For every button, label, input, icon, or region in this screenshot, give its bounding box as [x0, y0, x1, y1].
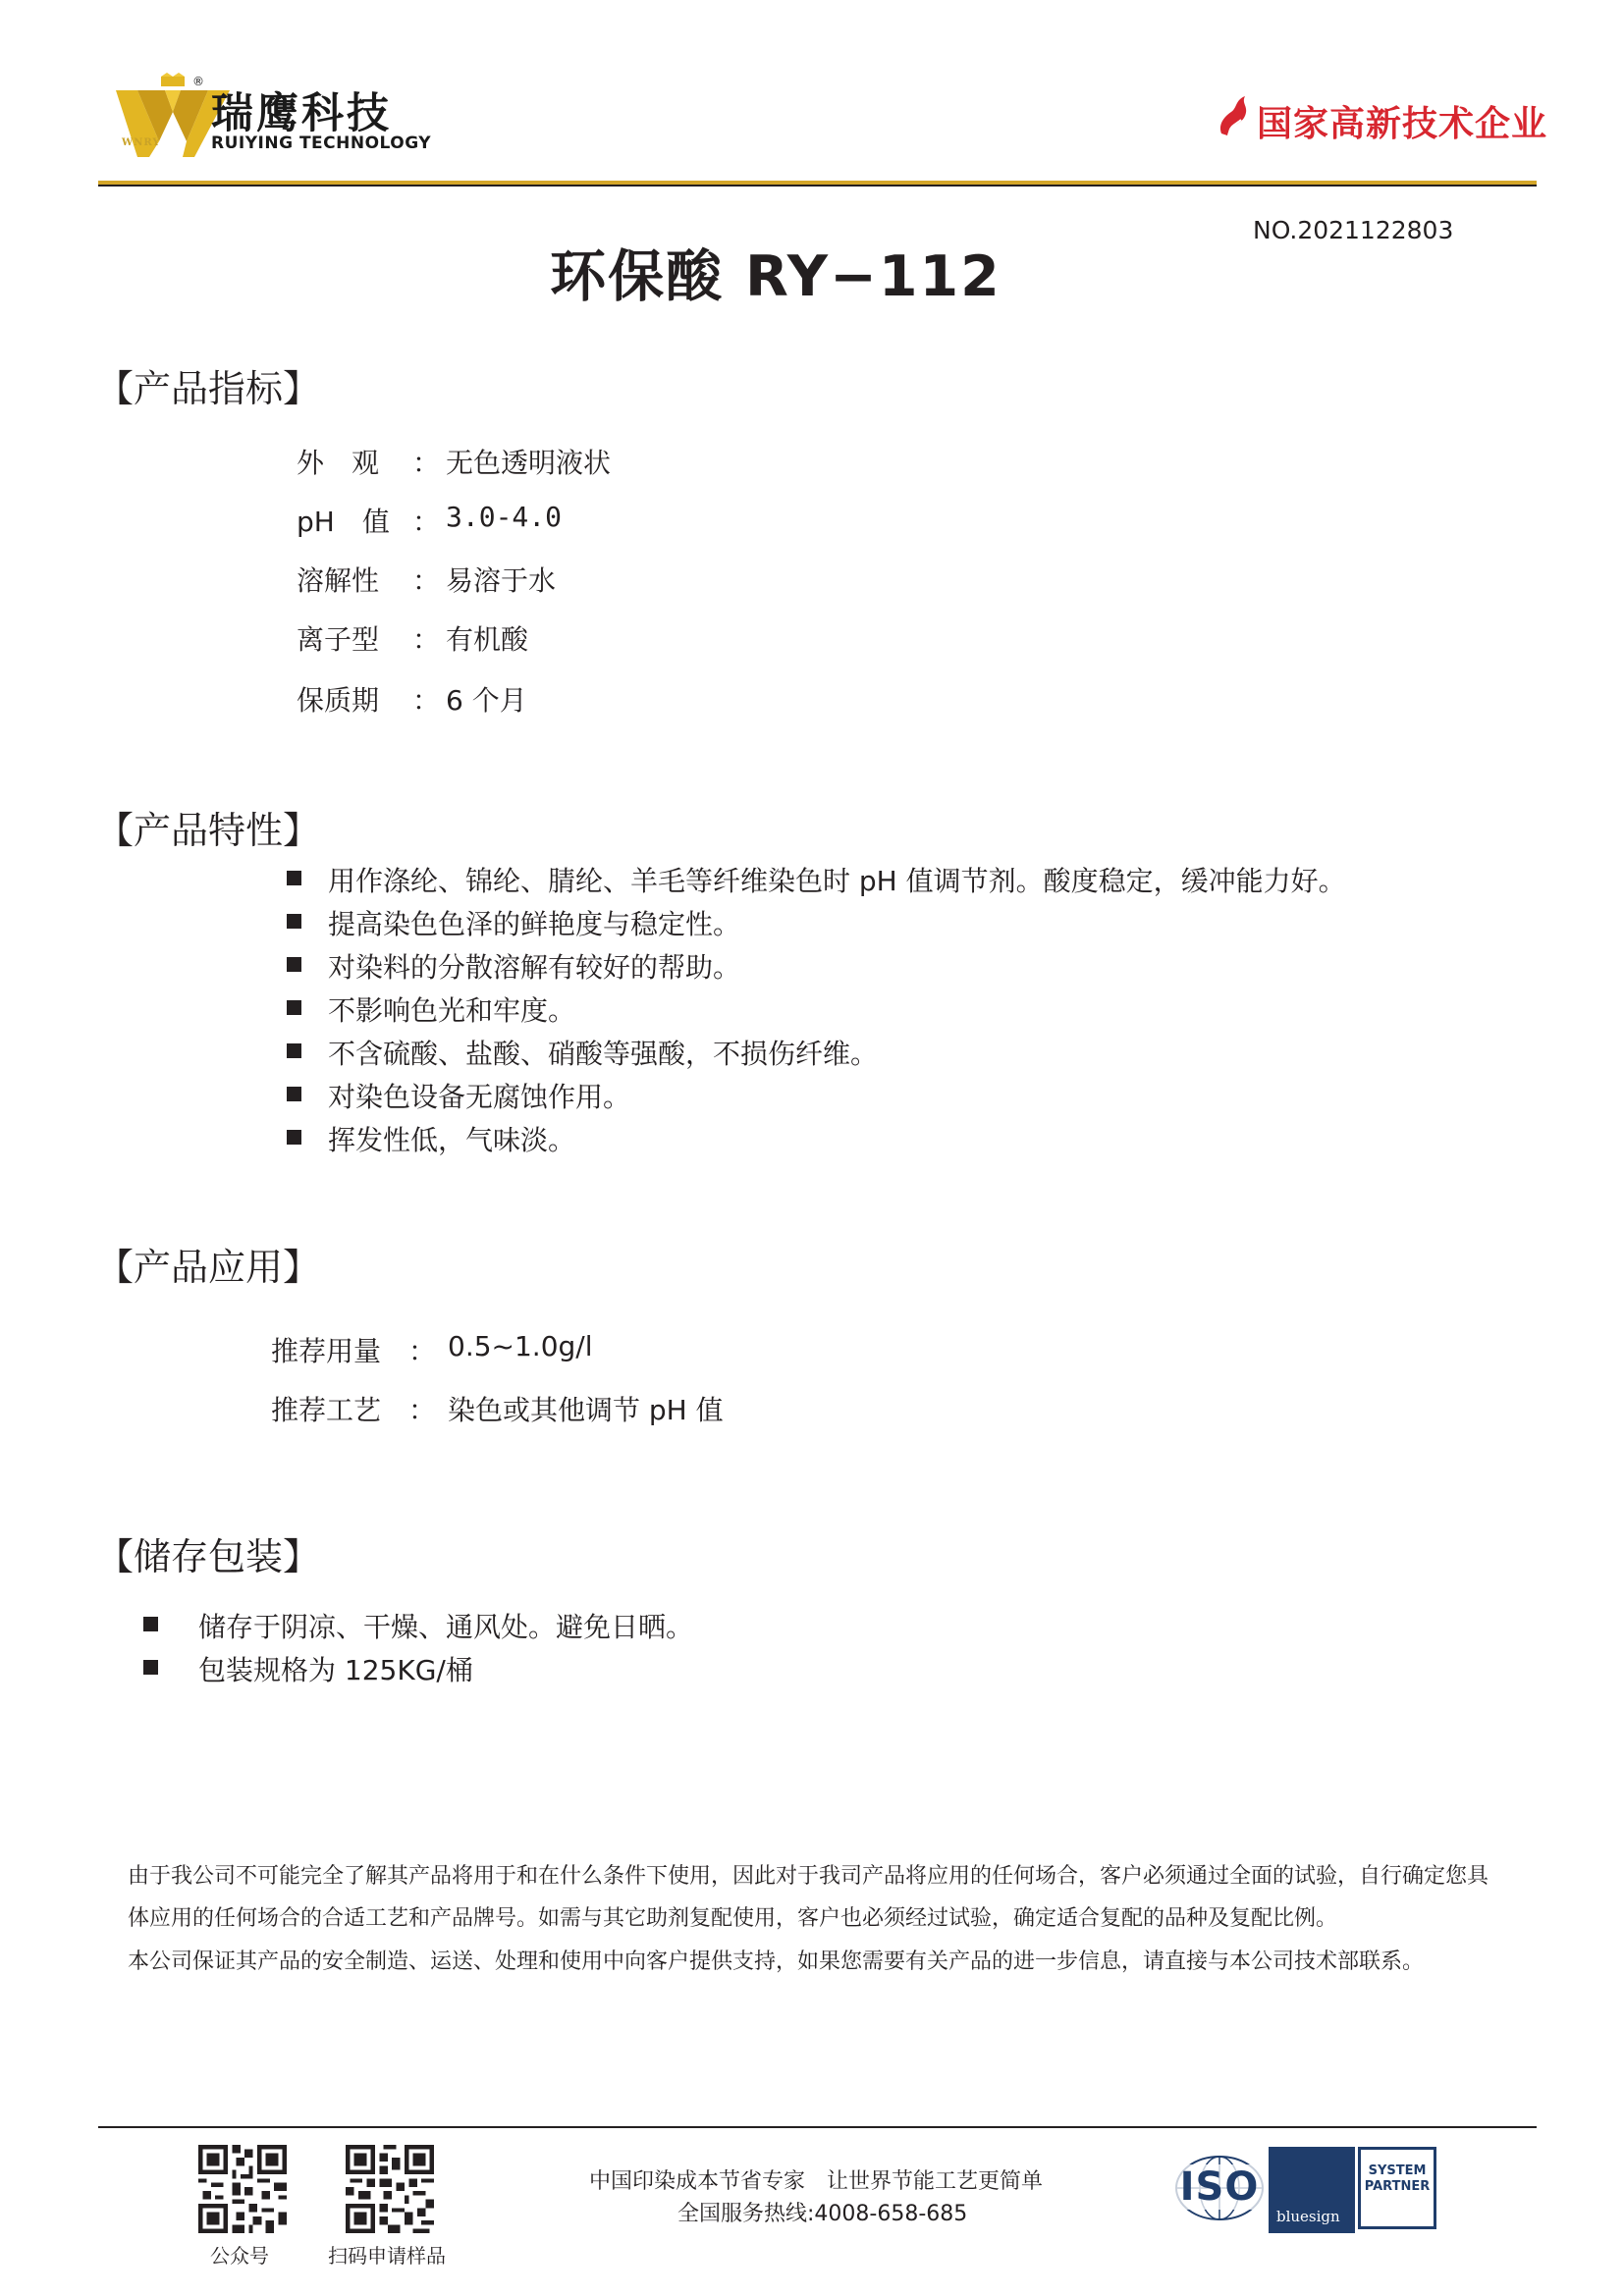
spec-label: 外 观 [297, 447, 380, 479]
spec-value: 6 个月 [446, 684, 527, 717]
spec-colon: ： [412, 564, 441, 597]
registered-mark: ® [192, 75, 204, 88]
qr-label: 公众号 [210, 2244, 269, 2268]
bullet-square-icon [287, 1000, 301, 1015]
spec-value: 无色透明液状 [446, 447, 612, 479]
iso-text: ISO [1174, 2164, 1265, 2210]
feature-text: 挥发性低，气味淡。 [328, 1124, 576, 1156]
feature-text: 用作涤纶、锦纶、腈纶、羊毛等纤维染色时 pH 值调节剂。酸度稳定，缓冲能力好。 [328, 865, 1346, 897]
feature-text: 提高染色色泽的鲜艳度与稳定性。 [328, 908, 741, 940]
spec-value: 3.0-4.0 [446, 501, 563, 533]
qr-code-icon [346, 2145, 434, 2233]
bullet-square-icon [287, 1043, 301, 1058]
bluesign-logo [1269, 2147, 1355, 2233]
spec-value: 有机酸 [446, 623, 529, 656]
system-partner-text: SYSTEM PARTNER [1364, 2163, 1431, 2194]
bullet-square-icon [287, 957, 301, 972]
bullet-square-icon [287, 871, 301, 885]
storage-text: 包装规格为 125KG/桶 [198, 1654, 473, 1686]
application-label: 推荐工艺 [271, 1394, 382, 1426]
application-colon: ： [408, 1335, 437, 1367]
brand-name: 瑞鹰科技 [211, 89, 392, 138]
disclaimer-line: 体应用的任何场合的合适工艺和产品牌号。如需与其它助剂复配使用，客户也必须经过试验，确定适合复配的品种及复配比例。 [128, 1906, 1338, 1931]
features-section-heading: 【产品特性】 [96, 809, 321, 852]
company-slogan: 中国印染成本节省专家 让世界节能工艺更简单 [589, 2169, 1044, 2194]
spec-section-heading: 【产品指标】 [96, 367, 321, 410]
header-divider-black [98, 185, 1537, 187]
flag-icon [1216, 94, 1255, 139]
qr-label: 扫码申请样品 [328, 2244, 446, 2268]
application-value: 0.5~1.0g/l [448, 1330, 593, 1362]
brand-small-text: WNRY [122, 137, 161, 148]
feature-text: 不含硫酸、盐酸、硝酸等强酸，不损伤纤维。 [328, 1038, 879, 1070]
system-partner-logo [1358, 2147, 1436, 2229]
application-section-heading: 【产品应用】 [96, 1246, 321, 1289]
page-title: 环保酸 RY−112 [550, 244, 1001, 309]
spec-label: 离子型 [297, 623, 380, 656]
bullet-square-icon [287, 1130, 301, 1145]
disclaimer-line: 本公司保证其产品的安全制造、运送、处理和使用中向客户提供支持，如果您需要有关产品的进一步信息，请直接与本公司技术部联系。 [128, 1949, 1425, 1974]
feature-text: 不影响色光和牢度。 [328, 994, 576, 1027]
iso-logo [1170, 2153, 1269, 2223]
bullet-square-icon [287, 1087, 301, 1101]
qr-code-icon [198, 2145, 287, 2233]
application-value: 染色或其他调节 pH 值 [448, 1394, 724, 1426]
storage-section-heading: 【储存包装】 [96, 1535, 321, 1578]
spec-colon: ： [412, 506, 441, 538]
spec-colon: ： [412, 623, 441, 656]
spec-colon: ： [412, 684, 441, 717]
bullet-square-icon [143, 1660, 158, 1675]
bullet-square-icon [287, 914, 301, 929]
feature-text: 对染色设备无腐蚀作用。 [328, 1081, 631, 1113]
bluesign-text: bluesign [1276, 2208, 1340, 2225]
spec-label: pH 值 [297, 506, 390, 538]
bullet-square-icon [143, 1617, 158, 1631]
footer-divider [98, 2126, 1537, 2128]
badge-text: 国家高新技术企业 [1257, 104, 1548, 144]
application-label: 推荐用量 [271, 1335, 382, 1367]
spec-colon: ： [412, 447, 441, 479]
brand-subtitle: RUIYING TECHNOLOGY [211, 133, 432, 153]
disclaimer-line: 由于我公司不可能完全了解其产品将用于和在什么条件下使用，因此对于我司产品将应用的任何场合，客户必须通过全面的试验，自行确定您具 [128, 1864, 1489, 1889]
document-number: NO.2021122803 [1253, 216, 1454, 244]
storage-text: 储存于阴凉、干燥、通风处。避免日晒。 [198, 1611, 694, 1643]
application-colon: ： [408, 1394, 437, 1426]
spec-value: 易溶于水 [446, 564, 557, 597]
spec-label: 保质期 [297, 684, 380, 717]
spec-label: 溶解性 [297, 564, 380, 597]
service-hotline: 全国服务热线:4008-658-685 [677, 2202, 968, 2226]
feature-text: 对染料的分散溶解有较好的帮助。 [328, 951, 741, 984]
